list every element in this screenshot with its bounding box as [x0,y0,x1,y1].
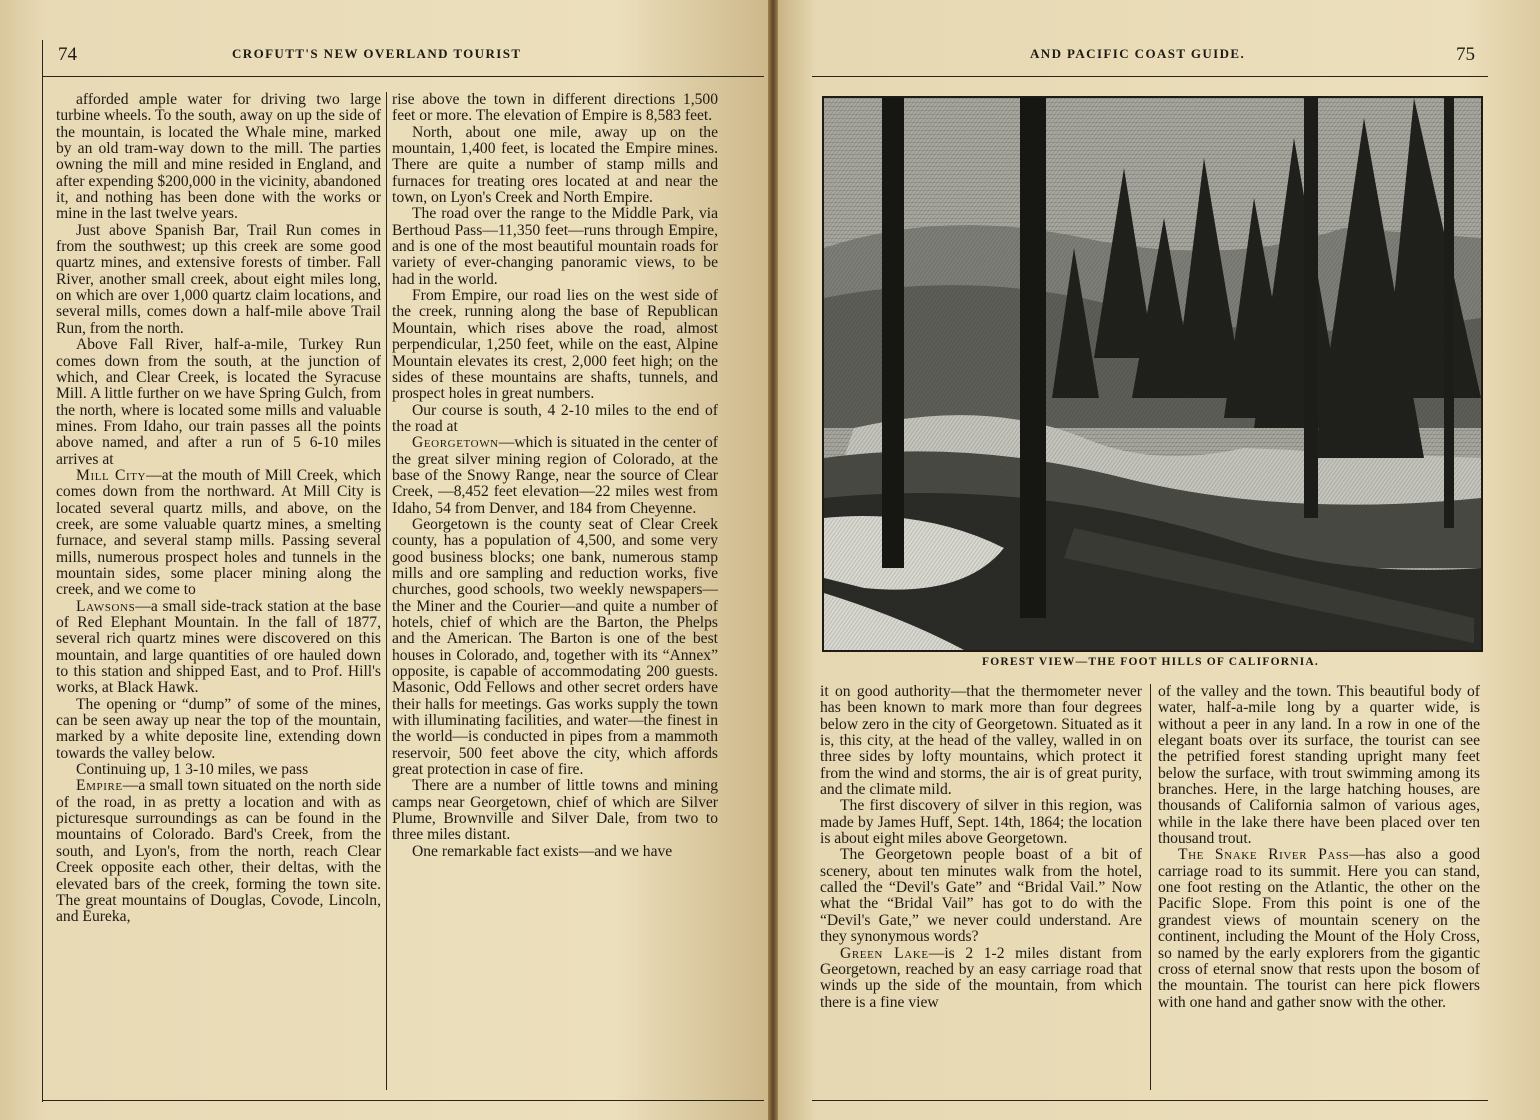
place-heading: Empire [76,777,123,795]
paragraph [56,223,381,337]
paragraph-text: of the valley and the town. This beautiful body of water, half-a-mile long by a quarter wide, is without a peer in any land. In a row in one of the elegant boats over its surface, the tourist can see the petrified forest standing upright many feet below the surface, with trout swimming among its branches. Here, in the large hatching houses, are thousands of California salmon of various ages, while in the lake there have been placed over ten thousand trout. [1158,683,1480,848]
page-number: 74 [58,44,77,65]
column-rule [1150,684,1151,1090]
paragraph-text: afforded ample water for driving two large turbine wheels. To the south, away on up the side of the mountain, is located the Whale mine, marked by an old tram-way down to the mill. The parties owning the mill and mine resided in England, and after expending $200,000 in the vicinity, abandoned it, and nothing has been done with the works or mine in the last twelve years. [56,91,381,223]
paragraph [820,684,1142,798]
paragraph-text: —has also a good carriage road to its summit. Here you can stand, one foot resting on the Atlantic, the other on the Pacific Slope. From this point is one of the grandest views of mountain scenery on the continent, including the Mount of the Holy Cross, so named by the early explorers from the gigantic cross of eternal snow that rests upon the bosom of the mountain. The tourist can here pick flowers with one hand and gather snow with the other. [1158,846,1480,1011]
header-rule [812,76,1488,77]
paragraph [820,946,1142,1011]
paragraph [392,125,718,207]
paragraph-text: From Empire, our road lies on the west side of the creek, running along the base of Republican Mountain, which rises above the road, almost perpendicular, 1,250 feet, while on the east, Alpine Mountain elevates its crest, 2,000 feet high; on the sides of these mountains are shafts, tunnels, and prospect holes in great numbers. [392,287,718,403]
forest-engraving-illustration [822,96,1483,652]
paragraph [392,435,718,517]
place-heading: The Snake River Pass [1178,846,1350,864]
paragraph [392,206,718,288]
text-column-2 [392,92,718,860]
paragraph-text: The opening or “dump” of some of the mines, can be seen away up near the top of the mountain, marked by a white deposite line, extending down towards the valley below. [56,695,381,762]
paragraph-text: Just above Spanish Bar, Trail Run comes in from the southwest; up this creek are some good quartz mines, and extensive forests of timber. Fall River, another small creek, about eight miles long, on which are over 1,000 quartz claim locations, and several mills, comes down a half-mile above Trail Run, from the north. [56,221,381,337]
paragraph-text: The first discovery of silver in this region, was made by James Huff, Sept. 14th, 1864; the location is about eight miles above Georgetown. [820,797,1142,848]
illustration-caption: FOREST VIEW—THE FOOT HILLS OF CALIFORNIA. [982,656,1319,668]
place-heading: Lawsons [76,597,136,615]
forest-engraving-svg [824,98,1481,650]
paragraph [56,778,381,925]
right-page [778,0,1540,1120]
paragraph [392,403,718,436]
paragraph-text: There are a number of little towns and mining camps near Georgetown, chief of which are Silver Plume, Brownville and Silver Dale, from two to three miles distant. [392,777,718,844]
paragraph [56,599,381,697]
paragraph [820,798,1142,847]
paragraph-text: —at the mouth of Mill Creek, which comes down from the northward. At Mill City is located several quartz mills, and above, on the creek, are some valuable quartz mines, a smelting furnace, and several stamp mills. Passing several mills, numerous prospect holes and tunnels in the mountain sides, some placer mining along the creek, and we come to [56,466,381,599]
paragraph-text: rise above the town in different directions 1,500 feet or more. The elevation of Empire is 8,583 feet. [392,91,718,125]
place-heading: Georgetown [412,434,499,452]
paragraph [56,468,381,599]
paragraph-text: The Georgetown people boast of a bit of scenery, about ten minutes walk from the hotel, called the “Devil's Gate” and “Bridal Vail.” Now what the “Bridal Vail” has got to do with the “Devil's Gate,” we never could understand. Are they synonymous words? [820,846,1142,946]
book-gutter [768,0,778,1120]
paragraph [1158,684,1480,847]
paragraph [392,92,718,125]
text-column-1 [56,92,381,926]
paragraph-text: —a small side-track station at the base of Red Elephant Mountain. In the fall of 1877, several rich quartz mines were discovered on this mountain, and large quantities of ore hauled down to this station and shipped East, and to Prof. Hill's works, at Black Hawk. [56,597,381,697]
text-column-2 [1158,684,1480,1011]
paragraph [56,337,381,468]
place-heading: Mill City [76,466,147,484]
paragraph [392,288,718,402]
paragraph-text: Above Fall River, half-a-mile, Turkey Run comes down from the south, at the junction of which, and Clear Creek, is located the Syracuse Mill. A little further on we have Spring Gulch, from the north, where is located some mills and valuable mines. From Idaho, our train passes all the points above named, and after a run of 5 6-10 miles arrives at [56,336,381,468]
paragraph [392,844,718,860]
paragraph-text: Our course is south, 4 2-10 miles to the end of the road at [392,401,718,435]
place-heading: Green Lake [840,944,929,962]
running-head: AND PACIFIC COAST GUIDE. [1030,46,1246,61]
paragraph-text: —which is situated in the center of the great silver mining region of Colorado, at the base of the Snowy Range, near the source of Clear Creek, —8,452 feet elevation—22 miles west from Idaho, 54 from Denver, and 184 from Cheyenne. [392,434,718,517]
paragraph [56,762,381,778]
footer-rule [812,1100,1488,1101]
paragraph [56,92,381,223]
page-frame-left [42,40,43,1102]
paragraph-text: Georgetown is the county seat of Clear Creek county, has a population of 4,500, and some very good business blocks; one bank, numerous stamp mills and ore sampling and reduction works, five churches, good schools, two weekly newspapers—the Miner and the Courier—and quite a number of hotels, chief of which are the Barton, the Phelps and the American. The Barton is one of the best houses in Colorado, and, together with its “Annex” opposite, is capable of accommodating 200 guests. Masonic, Odd Fellows and other secret orders have their halls for meetings. Gas works supply the town with illuminating facilities, and water—the finest in the world—is conducted in pipes from a mammoth reservoir, 500 feet above the city, which affords great protection in case of fire. [392,515,718,779]
paragraph-text: Continuing up, 1 3-10 miles, we pass [76,761,309,779]
paragraph-text: —is 2 1-2 miles distant from Georgetown, reached by an easy carriage road that winds up the side of the mountain, from which there is a fine view [820,944,1142,1011]
text-column-1 [820,684,1142,1011]
paragraph [820,847,1142,945]
paragraph [392,778,718,843]
paragraph [1158,847,1480,1010]
paragraph-text: North, about one mile, away up on the mountain, 1,400 feet, is located the Empire mines. There are quite a number of stamp mills and furnaces for treating ores located at and near the town, on Lyon's Creek and North Empire. [392,123,718,207]
paragraph-text: it on good authority—that the thermometer never has been known to mark more than four degrees below zero in the city of Georgetown. Situated as it is, this city, at the head of the valley, walled in on three sides by lofty mountains, which protect it from the wind and storms, the air is of great purity, and the climate mild. [820,683,1142,799]
paragraph-text: The road over the range to the Middle Park, via Berthoud Pass—11,350 feet—runs through Empire, and is one of the most beautiful mountain roads for variety of ever-changing panoramic views, to be had in the world. [392,205,718,288]
paragraph-text: One remarkable fact exists—and we have [412,842,673,860]
page-number: 75 [1456,44,1475,65]
paragraph [392,517,718,779]
footer-rule [42,1100,764,1101]
running-head: CROFUTT'S NEW OVERLAND TOURIST [232,46,522,61]
left-page [0,0,768,1120]
header-rule [42,76,764,77]
paragraph-text: —a small town situated on the north side of the road, in as pretty a location and with as picturesque surroundings as can be found in the mountains of Colorado. Bard's Creek, from the south, and Lyon's, from the north, reach Clear Creek opposite each other, their deltas, with the elevated bars of the creek, forming the town site. The great mountains of Douglas, Covode, Lincoln, and Eureka, [56,777,381,926]
column-rule [386,92,387,1090]
paragraph [56,697,381,762]
